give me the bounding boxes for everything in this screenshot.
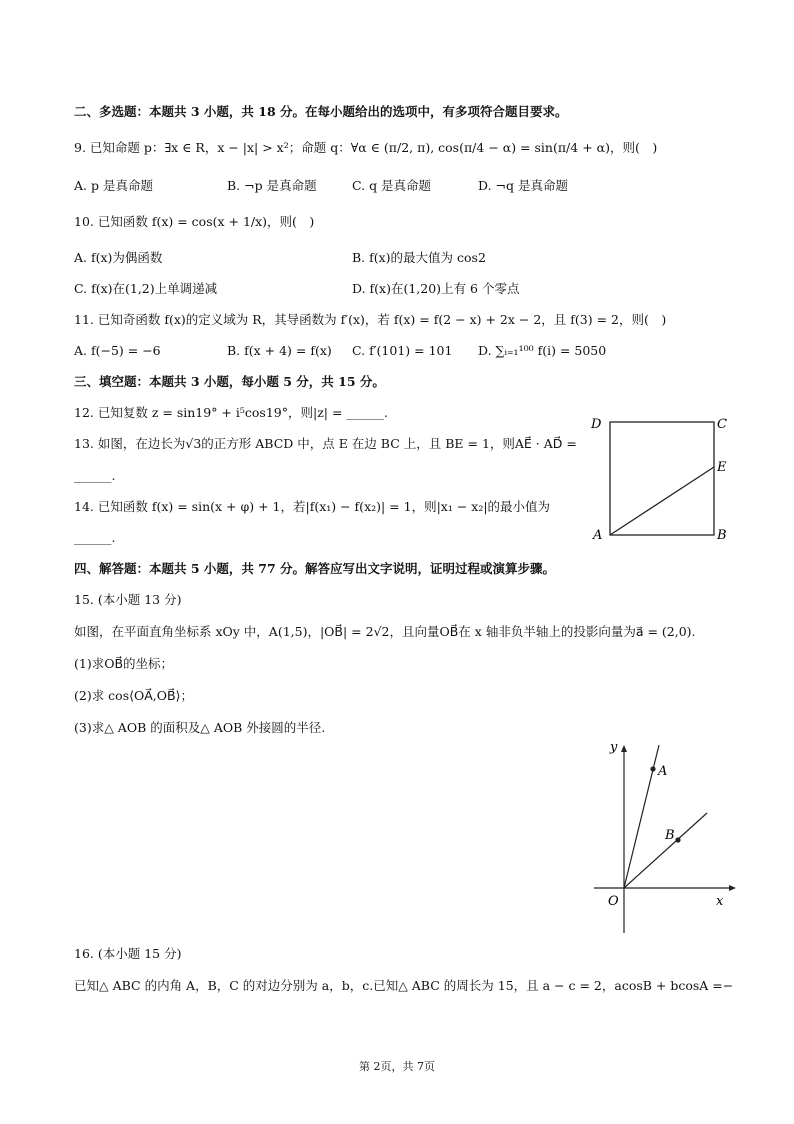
square-abcd	[610, 422, 714, 535]
label-b: B	[717, 528, 727, 543]
label-b: B	[665, 828, 675, 843]
q15-stem: 如图，在平面直角坐标系 xOy 中，A(1,5)，|OB⃗| = 2√2，且向量OB⃗在 x 轴非负半轴上的投影向量为a⃗ = (2,0).	[74, 624, 696, 639]
label-c: C	[717, 417, 727, 432]
point-a	[650, 766, 655, 771]
q11-option-b: B. f(x + 4) = f(x)	[227, 343, 332, 358]
ray-oa	[624, 745, 659, 888]
q10-stem: 10. 已知函数 f(x) = cos(x + 1/x)，则( )	[74, 214, 315, 229]
label-a: A	[593, 528, 603, 543]
label-o: O	[608, 894, 619, 909]
point-b	[675, 837, 680, 842]
q11-stem: 11. 已知奇函数 f(x)的定义域为 R，其导函数为 f′(x)，若 f(x) = f(2 − x) + 2x − 2，且 f(3) = 2，则( )	[74, 312, 667, 327]
q16-header: 16. (本小题 15 分)	[74, 946, 182, 961]
q14-blank: ______.	[74, 530, 116, 545]
q9-option-a: A. p 是真命题	[74, 178, 153, 193]
q13-blank: ______.	[74, 468, 116, 483]
section4-title: 四、解答题：本题共 5 小题，共 77 分。解答应写出文字说明，证明过程或演算步骤。	[74, 561, 556, 576]
q10-option-c: C. f(x)在(1,2)上单调递减	[74, 281, 218, 296]
ray-ob	[624, 813, 707, 888]
label-x: x	[716, 894, 724, 909]
q15-header: 15. (本小题 13 分)	[74, 592, 182, 607]
q14-text: 14. 已知函数 f(x) = sin(x + φ) + 1，若|f(x₁) − f(x₂)| = 1，则|x₁ − x₂|的最小值为	[74, 499, 551, 514]
q9-stem: 9. 已知命题 p：∃x ∈ R，x − |x| > x²；命题 q：∀α ∈ (π/2, π), cos(π/4 − α) = sin(π/4 + α)，则( )	[74, 140, 658, 155]
label-d: D	[591, 417, 602, 432]
q10-option-b: B. f(x)的最大值为 cos2	[352, 250, 486, 265]
section3-title: 三、填空题：本题共 3 小题，每小题 5 分，共 15 分。	[74, 374, 385, 389]
q13-text: 13. 如图，在边长为√3的正方形 ABCD 中，点 E 在边 BC 上，且 BE = 1，则AE⃗ · AD⃗ =	[74, 436, 577, 451]
q11-option-d: D. ∑ᵢ₌₁¹⁰⁰ f(i) = 5050	[478, 343, 607, 358]
q15-part-1: (1)求OB⃗的坐标；	[74, 656, 174, 671]
y-axis-arrow-icon	[621, 745, 627, 752]
segment-ae	[610, 467, 714, 535]
page-footer: 第 2页，共 7页	[359, 1060, 435, 1073]
label-y: y	[610, 740, 618, 755]
coordinate-figure	[590, 735, 740, 935]
q10-option-a: A. f(x)为偶函数	[74, 250, 163, 265]
q10-option-d: D. f(x)在(1,20)上有 6 个零点	[352, 281, 520, 296]
q11-option-c: C. f′(101) = 101	[352, 343, 453, 358]
q16-stem: 已知△ ABC 的内角 A，B，C 的对边分别为 a，b，c.已知△ ABC 的周长为 15，且 a − c = 2，acosB + bcosA =−	[74, 978, 734, 993]
section2-title: 二、多选题：本题共 3 小题，共 18 分。在每小题给出的选项中，有多项符合题目要求。	[74, 104, 568, 119]
square-figure	[588, 412, 738, 547]
q15-part-3: (3)求△ AOB 的面积及△ AOB 外接圆的半径.	[74, 720, 326, 735]
q11-option-a: A. f(−5) = −6	[74, 343, 161, 358]
label-a: A	[658, 764, 668, 779]
x-axis-arrow-icon	[729, 885, 736, 891]
q9-option-b: B. ¬p 是真命题	[227, 178, 317, 193]
label-e: E	[717, 460, 727, 475]
q9-option-d: D. ¬q 是真命题	[478, 178, 568, 193]
q12-text: 12. 已知复数 z = sin19° + i⁵cos19°，则|z| = ______.	[74, 405, 388, 420]
q9-option-c: C. q 是真命题	[352, 178, 432, 193]
q15-part-2: (2)求 cos⟨OA⃗,OB⃗⟩；	[74, 688, 193, 703]
